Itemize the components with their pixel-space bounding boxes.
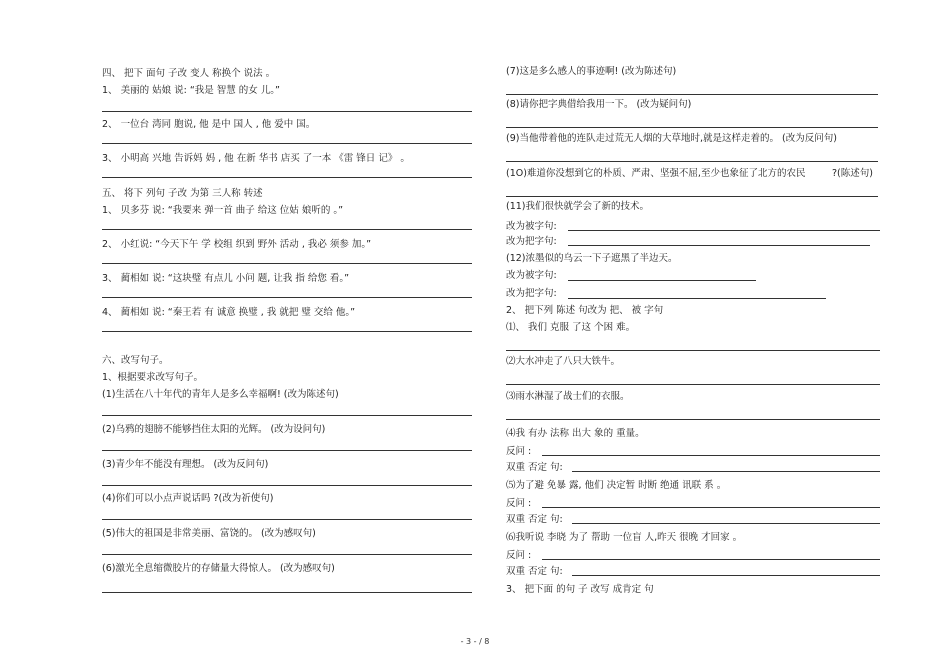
rhetorical-question-label: 反问 : — [506, 446, 532, 457]
answer-line[interactable] — [542, 455, 880, 456]
section-5-title: 五、 将下 列句 子改 为第 三人称 转述 — [102, 188, 263, 199]
answer-line[interactable] — [102, 592, 472, 593]
answer-line[interactable] — [506, 419, 880, 420]
answer-line[interactable] — [102, 519, 472, 520]
question-text: (9)当他带着他的连队走过荒无人烟的大草地时,就是这样走着的。 (改为反问句) — [506, 133, 837, 144]
question-text: (5)伟大的祖国是非常美丽、富饶的。 (改为感叹句) — [102, 528, 316, 539]
question-text: ⑷我 有办 法称 出大 象的 重量。 — [506, 428, 645, 439]
question-text: (8)请你把字典借给我用一下。 (改为疑问句) — [506, 99, 692, 110]
answer-line[interactable] — [102, 297, 472, 298]
question-text: (4)你们可以小点声说话吗 ?(改为祈使句) — [102, 493, 274, 504]
question-text: (7)这是多么感人的事迹啊! (改为陈述句) — [506, 66, 677, 77]
answer-line[interactable] — [506, 350, 880, 351]
answer-line[interactable] — [506, 127, 878, 128]
ba-sentence-label: 改为把字句: — [506, 288, 557, 299]
double-negative-label: 双重 否定 句: — [506, 462, 563, 473]
section-2-title: 2、 把下列 陈述 句改为 把、 被 字句 — [506, 305, 664, 316]
answer-line[interactable] — [568, 280, 756, 281]
answer-line[interactable] — [542, 507, 880, 508]
section-3-title: 3、 把下面 的句 子 改写 成肯定 句 — [506, 584, 654, 595]
answer-line[interactable] — [102, 485, 472, 486]
answer-line[interactable] — [102, 554, 472, 555]
answer-line[interactable] — [506, 94, 878, 95]
answer-line[interactable] — [102, 450, 472, 451]
answer-line[interactable] — [542, 559, 880, 560]
passive-sentence-label: 改为被字句: — [506, 270, 557, 281]
ba-sentence-label: 改为把字句: — [506, 236, 557, 247]
section-6-subtitle: 1、根据要求改写句子。 — [102, 372, 204, 383]
double-negative-label: 双重 否定 句: — [506, 514, 563, 525]
answer-line[interactable] — [102, 111, 472, 112]
page-number: - 3 - / 8 — [460, 637, 490, 646]
question-text: ⑵大水冲走了八只大铁牛。 — [506, 356, 621, 367]
double-negative-label: 双重 否定 句: — [506, 566, 563, 577]
answer-line[interactable] — [506, 384, 880, 385]
question-text: (1)生活在八十年代的青年人是多么幸福啊! (改为陈述句) — [102, 389, 339, 400]
question-text: 4、 蔺相如 说: “秦王若 有 诚意 换璧 , 我 就把 璧 交给 他。” — [102, 307, 356, 318]
question-text: 3、 小明高 兴地 告诉妈 妈 , 他 在新 华书 店买 了一本 《雷 锋日 记》 。 — [102, 153, 410, 164]
answer-line[interactable] — [102, 263, 472, 264]
section-4-title: 四、 把下 面句 子改 变人 称换个 说法 。 — [102, 68, 276, 79]
question-text: ⑸为了避 免暴 露, 他们 决定暂 时断 绝通 讯联 系 。 — [506, 480, 727, 491]
answer-line[interactable] — [102, 415, 472, 416]
answer-line[interactable] — [102, 143, 472, 144]
question-text: ⑹我听说 李晓 为了 帮助 一位盲 人,昨天 很晚 才回家 。 — [506, 532, 743, 543]
section-6-title: 六、改写句子。 — [102, 355, 169, 366]
rhetorical-question-label: 反问 : — [506, 498, 532, 509]
passive-sentence-label: 改为被字句: — [506, 221, 557, 232]
question-text-tail: ?(陈述句) — [832, 168, 873, 179]
answer-line[interactable] — [102, 229, 472, 230]
answer-line[interactable] — [568, 245, 870, 246]
question-text: (1O)难道你没想到它的朴质、严肃、坚强不屈,至少也象征了北方的农民 — [506, 168, 806, 179]
question-text: 1、 贝多芬 说: “我要来 弹一首 曲子 给这 位姑 娘听的 。” — [102, 205, 344, 216]
question-text: (6)激光全息缩微胶片的存储量大得惊人。 (改为感叹句) — [102, 563, 335, 574]
question-text: (3)青少年不能没有理想。 (改为反问句) — [102, 459, 269, 470]
answer-line[interactable] — [572, 471, 880, 472]
question-text: 2、 一位台 湾同 胞说, 他 是中 国人 , 他 爱中 国。 — [102, 119, 316, 130]
question-text: 3、 蔺相如 说: “这块璧 有点儿 小问 题, 让我 指 给您 看。” — [102, 273, 350, 284]
answer-line[interactable] — [102, 177, 472, 178]
answer-line[interactable] — [568, 230, 880, 231]
question-text: (11)我们很快就学会了新的技术。 — [506, 201, 650, 212]
answer-line[interactable] — [102, 331, 472, 332]
question-text: 2、 小红说: “今天下午 学 校组 织到 野外 活动 , 我必 须参 加。” — [102, 239, 372, 250]
answer-line[interactable] — [572, 575, 880, 576]
question-text: ⑶雨水淋湿了战士们的衣服。 — [506, 391, 630, 402]
answer-line[interactable] — [506, 196, 878, 197]
question-text: (12)浓墨似的乌云一下子遮黑了半边天。 — [506, 253, 678, 264]
question-text: (2)乌鸦的翅膀不能够挡住太阳的光辉。 (改为设问句) — [102, 424, 326, 435]
answer-line[interactable] — [506, 161, 878, 162]
question-text: 1、 美丽的 姑娘 说: “我是 智慧 的女 儿。” — [102, 85, 280, 96]
answer-line[interactable] — [572, 523, 880, 524]
question-text: ⑴、 我们 克服 了这 个困 难。 — [506, 322, 636, 333]
answer-line[interactable] — [568, 298, 826, 299]
rhetorical-question-label: 反问 : — [506, 550, 532, 561]
